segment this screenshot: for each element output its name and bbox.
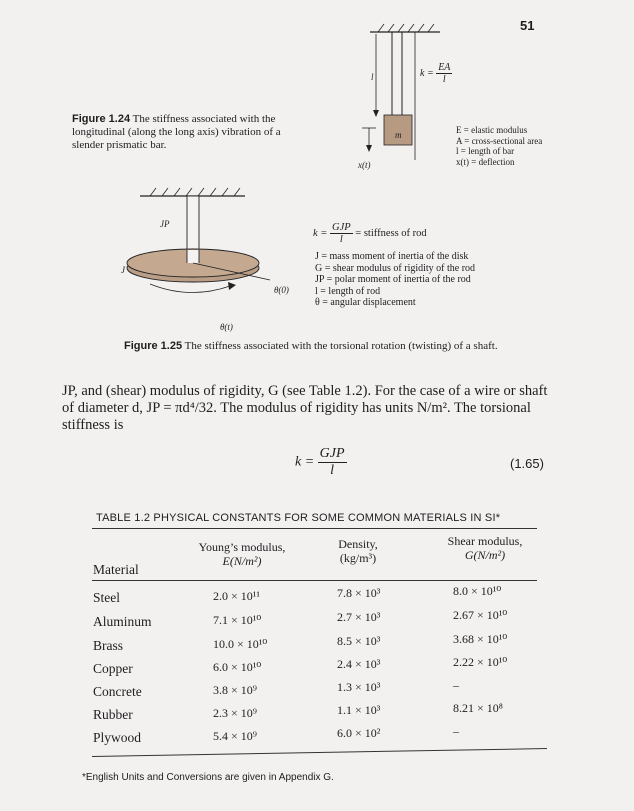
table-cell-density: 2.4 × 10³ bbox=[337, 657, 381, 671]
figure-1-25-caption bbox=[124, 340, 498, 353]
body-line: JP, and (shear) modulus of rigidity, G (see Table 1.2). For the case of a wire or shaft bbox=[62, 383, 548, 399]
youngs-modulus-header: Young’s modulus, E(N/m²) bbox=[198, 540, 286, 568]
table-cell-youngs: 10.0 × 10¹⁰ bbox=[213, 637, 268, 651]
table-cell-material: Plywood bbox=[93, 730, 142, 745]
caption-text: The stiffness associated with the torsional rotation (twisting) of a shaft. bbox=[184, 340, 498, 352]
bar-legend-line: l = length of bar bbox=[456, 146, 515, 156]
table-top-rule bbox=[92, 528, 537, 529]
rod-legend-line: l = length of rod bbox=[315, 285, 381, 297]
rod-stiffness-formula: k = $\frac{\text{GJP}}{l}$ = stiffness of rod bbox=[313, 222, 427, 245]
bar-legend bbox=[456, 125, 542, 167]
table-cell-youngs: 2.3 × 10⁹ bbox=[213, 706, 257, 720]
table-cell-density: 8.5 × 10³ bbox=[337, 634, 381, 648]
displacement-label: x(t) bbox=[358, 160, 371, 170]
mass-label: m bbox=[395, 130, 402, 140]
theta-t-label: θ(t) bbox=[220, 322, 233, 332]
table-cell-material: Copper bbox=[93, 661, 133, 676]
bar-legend-line: A = cross-sectional area bbox=[456, 135, 543, 146]
table-bottom-rule bbox=[92, 748, 547, 757]
caption-text: The stiffness associated with the longitudinal (along the long axis) vibration of a slender prismatic bar. bbox=[72, 113, 281, 151]
table-cell-youngs: 3.8 × 10⁹ bbox=[213, 683, 257, 697]
table-cell-shear: – bbox=[453, 678, 459, 692]
bar-stiffness-formula: k = $\frac{EA}{l}$ bbox=[420, 62, 451, 85]
page-number: 51 bbox=[520, 18, 535, 33]
table-cell-material: Aluminum bbox=[93, 614, 152, 629]
table-cell-material: Rubber bbox=[93, 707, 133, 722]
figure-1-24-caption bbox=[72, 113, 307, 152]
equation-number: (1.65) bbox=[510, 456, 544, 471]
equation-1-65: k = $\frac{\text{GJP}}{l}$ bbox=[295, 446, 345, 478]
bar-legend-line: E = elastic modulus bbox=[456, 125, 528, 135]
theta-zero-label: θ(0) bbox=[274, 285, 289, 295]
figure-label: Figure 1.25 bbox=[124, 340, 183, 352]
density-header: Density, (kg/m³) bbox=[338, 537, 378, 565]
table-cell-youngs: 7.1 × 10¹⁰ bbox=[213, 613, 262, 627]
table-cell-shear: 3.68 × 10¹⁰ bbox=[453, 632, 508, 646]
table-cell-density: 1.1 × 10³ bbox=[337, 703, 381, 717]
rod-legend-line: G = shear modulus of rigidity of the rod bbox=[315, 262, 476, 274]
table-cell-density: 1.3 × 10³ bbox=[337, 680, 381, 694]
table-cell-youngs: 2.0 × 10¹¹ bbox=[213, 589, 260, 603]
rod-legend-line: JP = polar moment of inertia of the rod bbox=[315, 274, 471, 285]
table-cell-youngs: 6.0 × 10¹⁰ bbox=[213, 660, 262, 674]
body-paragraph bbox=[62, 383, 552, 434]
table-cell-material: Concrete bbox=[93, 684, 142, 699]
table-cell-youngs: 5.4 × 10⁹ bbox=[213, 729, 257, 743]
table-cell-shear: 8.21 × 10⁸ bbox=[453, 701, 503, 715]
table-cell-material: Steel bbox=[93, 590, 120, 605]
polar-moment-label: JP bbox=[160, 219, 170, 229]
table-title: TABLE 1.2 PHYSICAL CONSTANTS FOR SOME COMMON MATERIALS IN SI* bbox=[96, 512, 501, 524]
table-header-rule bbox=[92, 580, 537, 581]
table-cell-shear: 2.67 × 10¹⁰ bbox=[453, 608, 508, 622]
rod-legend-line: J = mass moment of inertia of the disk bbox=[315, 251, 469, 262]
body-line: stiffness is bbox=[62, 417, 124, 433]
table-cell-shear: 8.0 × 10¹⁰ bbox=[453, 584, 502, 598]
table-cell-material: Brass bbox=[93, 638, 123, 653]
body-line: of diameter d, JP = πd⁴/32. The modulus of rigidity has units N/m². The torsional bbox=[62, 400, 531, 416]
table-cell-shear: – bbox=[453, 724, 459, 738]
shear-modulus-header: Shear modulus, G(N/m²) bbox=[447, 534, 523, 562]
bar-length-label: l bbox=[371, 72, 374, 82]
figure-label: Figure 1.24 bbox=[72, 113, 131, 125]
rod-legend-line: θ = angular displacement bbox=[315, 297, 416, 308]
material-header: Material bbox=[93, 562, 139, 577]
rod-legend bbox=[315, 251, 475, 309]
table-cell-density: 2.7 × 10³ bbox=[337, 610, 381, 624]
table-cell-density: 6.0 × 10² bbox=[337, 726, 381, 740]
table-cell-shear: 2.22 × 10¹⁰ bbox=[453, 655, 508, 669]
bar-legend-line: x(t) = deflection bbox=[456, 156, 515, 167]
footnote: *English Units and Conversions are given in Appendix G. bbox=[82, 772, 334, 783]
table-cell-density: 7.8 × 10³ bbox=[337, 586, 381, 600]
disk-inertia-label: J bbox=[121, 265, 125, 275]
